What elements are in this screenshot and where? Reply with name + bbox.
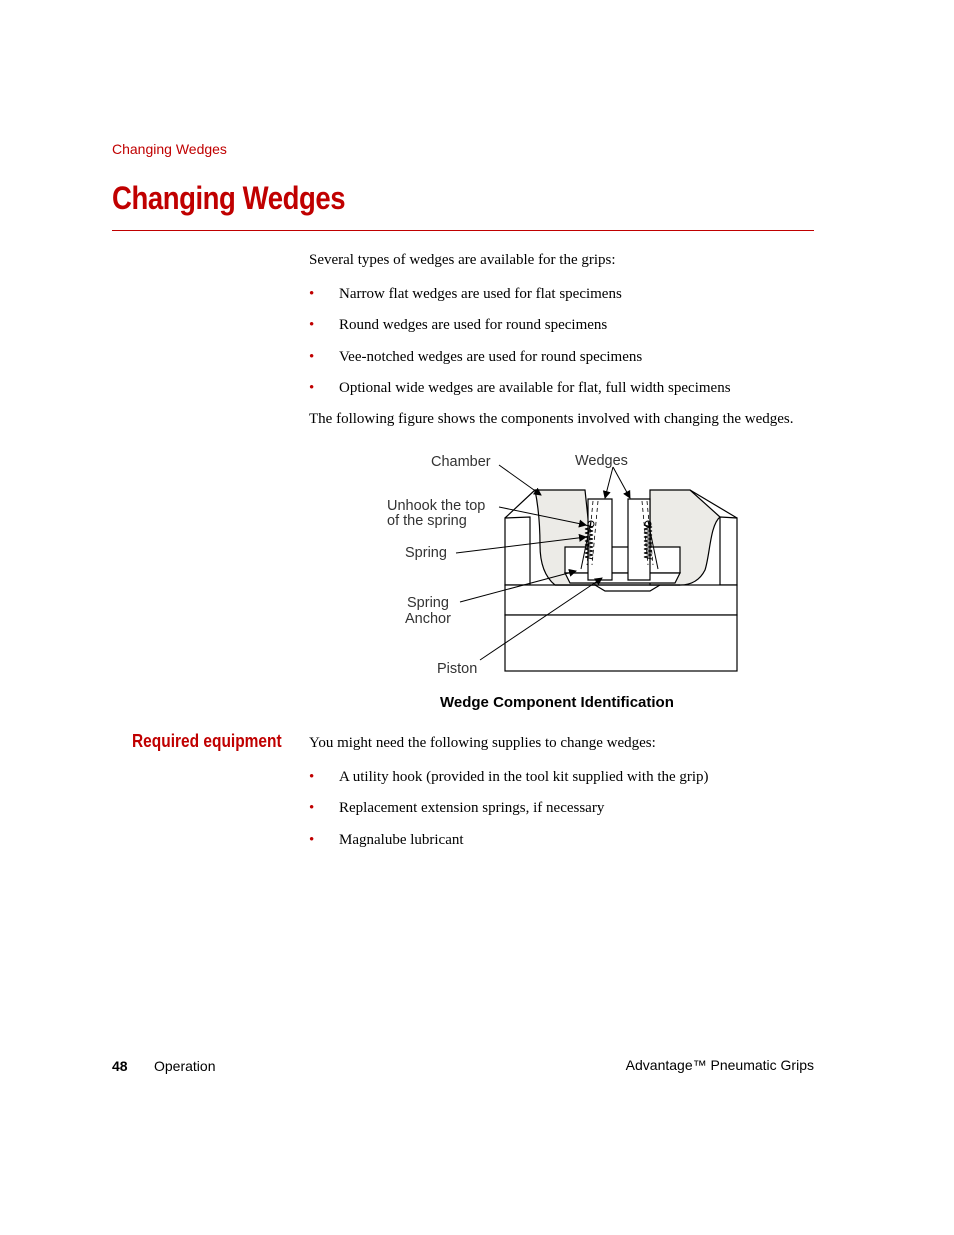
label-anchor-line2: Anchor xyxy=(405,611,451,627)
page-title: Changing Wedges xyxy=(112,180,346,216)
bullet-icon: • xyxy=(309,349,315,365)
list-item-text: Magnalube lubricant xyxy=(339,832,464,848)
bullet-icon: • xyxy=(309,769,315,785)
section-heading-required-equipment: Required equipment xyxy=(132,731,282,751)
title-rule xyxy=(112,230,814,231)
bullet-icon: • xyxy=(309,286,315,302)
piston xyxy=(555,547,680,591)
list-item-text: Vee-notched wedges are used for round specimens xyxy=(339,349,643,365)
page-number: 48 xyxy=(112,1058,128,1074)
label-unhook-line2: of the spring xyxy=(387,513,467,529)
label-anchor-line1: Spring xyxy=(407,595,449,611)
label-unhook-line1: Unhook the top xyxy=(387,498,486,514)
list-item-text: Replacement extension springs, if necessary xyxy=(339,800,605,816)
running-head: Changing Wedges xyxy=(112,141,227,157)
label-spring: Spring xyxy=(405,545,447,561)
required-intro-paragraph: You might need the following supplies to change wedges: xyxy=(309,735,656,751)
wedge-component-figure xyxy=(380,445,750,685)
list-item-text: Round wedges are used for round specimens xyxy=(339,317,608,333)
list-item-text: Optional wide wedges are available for flat, full width specimens xyxy=(339,380,731,396)
list-item-text: Narrow flat wedges are used for flat specimens xyxy=(339,286,622,302)
figure-intro-paragraph: The following figure shows the components involved with changing the wedges. xyxy=(309,411,794,427)
bullet-icon: • xyxy=(309,380,315,396)
label-wedges: Wedges xyxy=(575,453,628,469)
intro-paragraph: Several types of wedges are available for the grips: xyxy=(309,252,616,268)
bullet-icon: • xyxy=(309,832,315,848)
bullet-icon: • xyxy=(309,800,315,816)
label-piston: Piston xyxy=(437,661,478,677)
footer-product: Advantage™ Pneumatic Grips xyxy=(625,1057,814,1073)
figure-caption: Wedge Component Identification xyxy=(440,694,674,711)
bullet-icon: • xyxy=(309,317,315,333)
label-chamber: Chamber xyxy=(431,454,491,470)
list-item-text: A utility hook (provided in the tool kit supplied with the grip) xyxy=(339,769,709,785)
footer-section: Operation xyxy=(154,1058,216,1074)
